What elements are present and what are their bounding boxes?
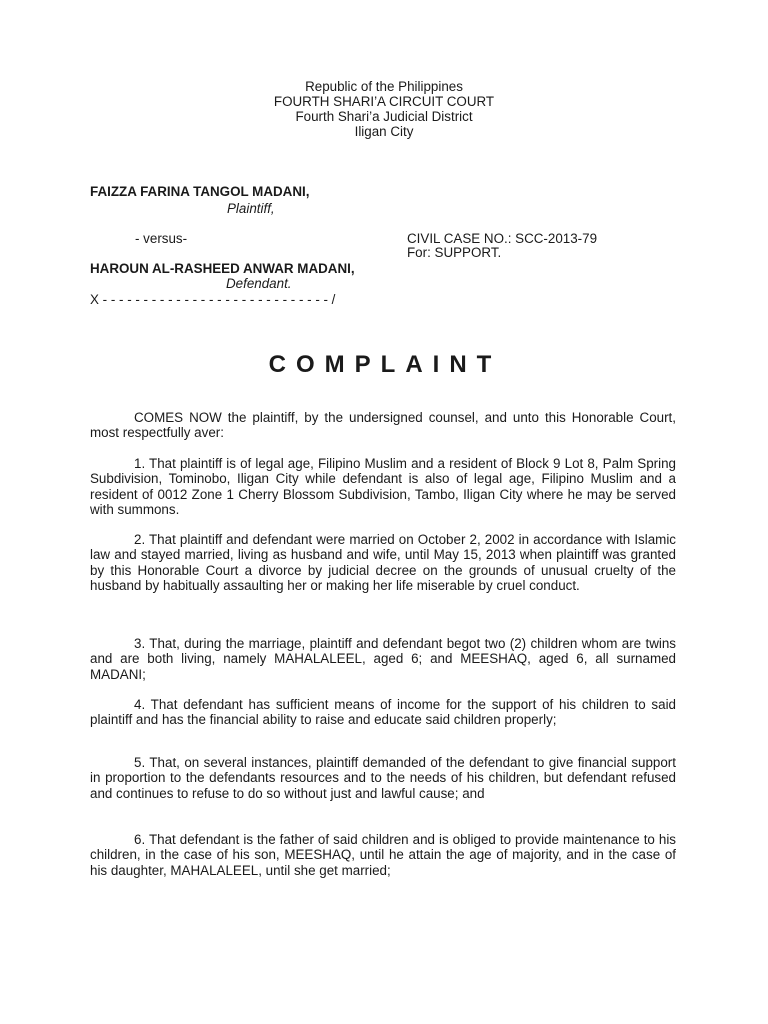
paragraph-4: 4. That defendant has sufficient means of income for the support of his children to said plaintiff and has the financial ability to raise and educate said children properly; xyxy=(90,697,676,728)
intro-paragraph: COMES NOW the plaintiff, by the undersigned counsel, and unto this Honorable Court, most respectfully aver: xyxy=(90,410,676,441)
paragraph-6: 6. That defendant is the father of said children and is obliged to provide maintenance to his children, in the case of his son, MEESHAQ, until he attain the age of majority, and in the case of his daughter, MAHALALEEL, until she get married; xyxy=(90,832,676,878)
plaintiff-name: FAIZZA FARINA TANGOL MADANI, xyxy=(90,184,310,199)
court-header xyxy=(0,79,768,139)
paragraph-5: 5. That, on several instances, plaintiff demanded of the defendant to give financial support in proportion to the defendants resources and to the needs of his children, but defendant refused and continues to refuse to do so without just and lawful cause; and xyxy=(90,755,676,801)
defendant-role: Defendant. xyxy=(226,276,292,291)
header-city: Iligan City xyxy=(354,124,414,139)
paragraph-3: 3. That, during the marriage, plaintiff and defendant begot two (2) children whom are twins and are both living, namely MAHALALEEL, aged 6; and MEESHAQ, aged 6, all surnamed MADANI; xyxy=(90,636,676,682)
case-number: CIVIL CASE NO.: SCC-2013-79 xyxy=(407,231,598,246)
versus-label: - versus- xyxy=(135,231,188,246)
header-court: FOURTH SHARI’A CIRCUIT COURT xyxy=(273,94,495,109)
header-republic: Republic of the Philippines xyxy=(305,79,463,94)
caption-separator: X - - - - - - - - - - - - - - - - - - - - - - - - - - - - / xyxy=(90,292,336,307)
defendant-name: HAROUN AL-RASHEED ANWAR MADANI, xyxy=(90,261,355,276)
case-nature: For: SUPPORT. xyxy=(407,245,502,260)
document-title: COMPLAINT xyxy=(268,351,502,378)
paragraph-2: 2. That plaintiff and defendant were married on October 2, 2002 in accordance with Islamic law and stayed married, living as husband and wife, until May 15, 2013 when plaintiff was granted by this Honorable Court a divorce by judicial decree on the grounds of unusual cruelty of the husband by habitually assaulting her or making her life miserable by cruel conduct. xyxy=(90,532,676,593)
header-district: Fourth Shari’a Judicial District xyxy=(295,109,473,124)
plaintiff-role: Plaintiff, xyxy=(227,201,275,216)
paragraph-1: 1. That plaintiff is of legal age, Filipino Muslim and a resident of Block 9 Lot 8, Palm Spring Subdivision, Tominobo, Iligan City while defendant is also of legal age, Filipino Muslim and a resident of 0012 Zone 1 Cherry Blossom Subdivision, Tambo, Iligan City where he may be served with summons. xyxy=(90,456,676,517)
